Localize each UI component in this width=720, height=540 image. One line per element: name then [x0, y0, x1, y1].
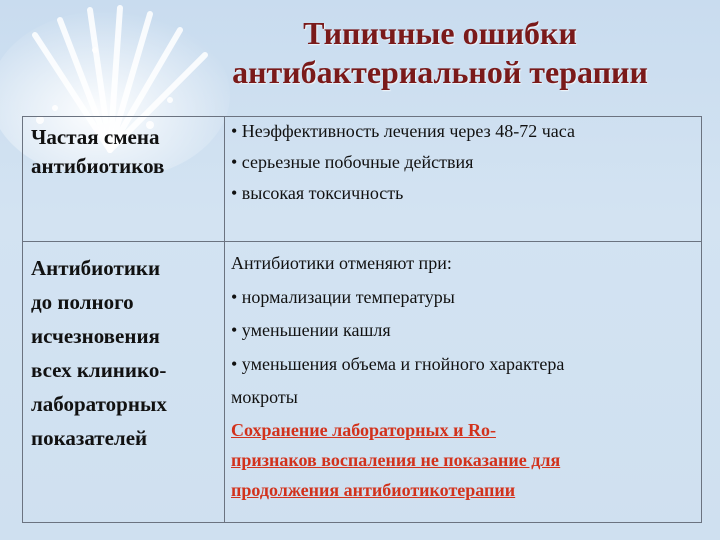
row2-bullet: • нормализации температуры: [231, 286, 455, 307]
row2-left-line: Антибиотики: [31, 256, 161, 280]
row2-left-cell: [31, 251, 167, 455]
row2-left-line: всех клинико-: [31, 358, 167, 382]
slide-title: [170, 14, 710, 92]
row2-left-line: до полного: [31, 290, 134, 314]
row1-left-line: антибиотиков: [31, 154, 165, 178]
row1-right-cell: [231, 116, 697, 209]
title-line-2: антибактериальной терапии: [232, 54, 648, 90]
row1-left-line: Частая смена: [31, 125, 160, 149]
column-divider: [224, 117, 225, 522]
highlight-line: продолжения антибиотикотерапии: [231, 479, 516, 500]
row1-bullet: • Неэффективность лечения через 48-72 часа: [231, 121, 575, 141]
row-divider: [23, 241, 701, 242]
row1-left-cell: [31, 123, 164, 181]
row2-line: Антибиотики отменяют при:: [231, 253, 452, 273]
row2-right-cell: [231, 247, 697, 505]
row2-line: мокроты: [231, 387, 298, 407]
row2-left-line: лабораторных: [31, 392, 167, 416]
row1-bullet: • серьезные побочные действия: [231, 152, 474, 172]
highlight-note: [231, 415, 697, 505]
highlight-line: признаков воспаления не показание для: [231, 449, 561, 470]
row2-left-line: показателей: [31, 426, 148, 450]
highlight-line: Сохранение лабораторных и Ro-: [231, 419, 496, 440]
row1-bullet: • высокая токсичность: [231, 183, 404, 203]
row2-bullet: • уменьшения объема и гнойного характера: [231, 353, 565, 374]
title-line-1: Типичные ошибки: [303, 15, 577, 51]
row2-left-line: исчезновения: [31, 324, 160, 348]
row2-bullet: • уменьшении кашля: [231, 320, 391, 340]
content-table: [22, 116, 702, 523]
